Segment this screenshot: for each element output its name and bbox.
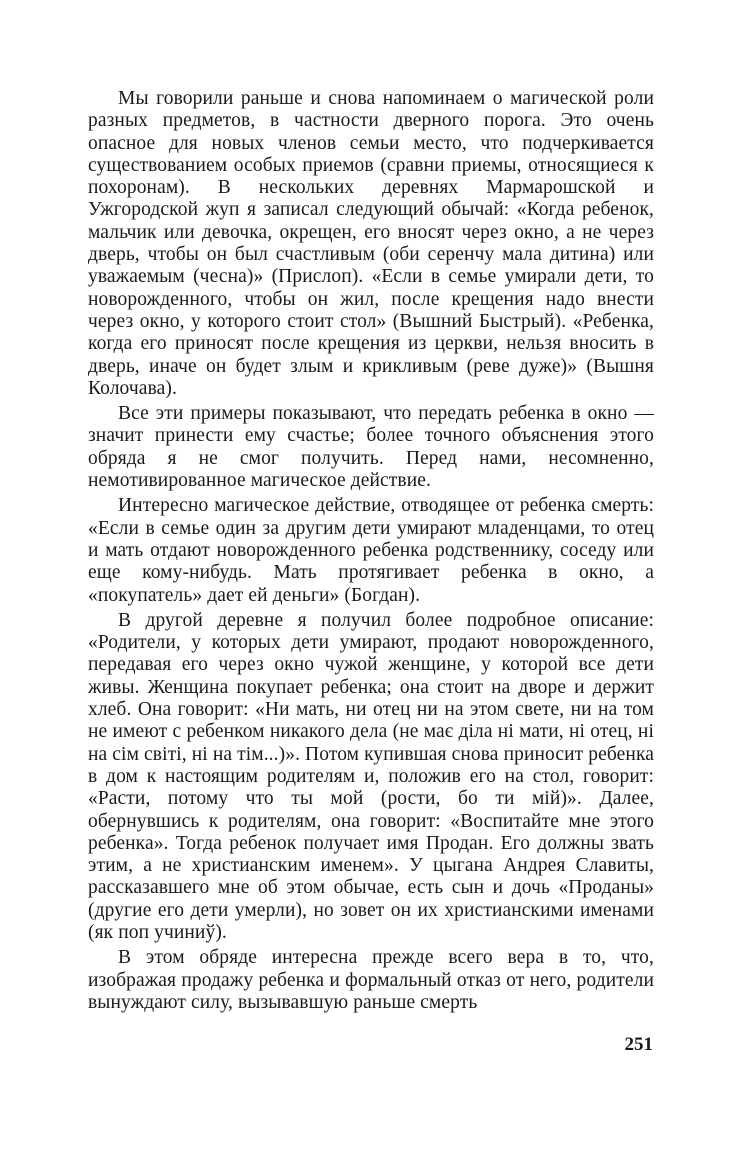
paragraph-1: Мы говорили раньше и снова напоминаем о магической роли разных предметов, в частности дверного порога. Это очень опасное для новых членов семьи место, что подчеркивается существованием особых приемов (сравни приемы, относящиеся к похоронам). В нескольких деревнях Мармарошской и Ужгородской жуп я записал следующий обычай: «Когда ребенок, мальчик или девочка, окрещен, его вносят через окно, а не через дверь, чтобы он был счастливым (оби серенчу мала дитина) или уважаемым (чесна)» (Прислоп). «Если в семье умирали дети, то новорожденного, чтобы он жил, после крещения надо внести через окно, у которого стоит стол» (Вышний Быстрый). «Ребенка, когда его приносят после крещения из церкви, нельзя вносить в дверь, иначе он будет злым и крикливым (реве дуже)» (Вышня Колочава). — [88, 88, 654, 399]
page-number: 251 — [624, 1034, 653, 1055]
paragraph-4: В другой деревне я получил более подробное описание: «Родители, у которых дети умирают, продают новорожденного, передавая его через окно чужой женщине, у которой все дети живы. Женщина покупает ребенка; она стоит на дворе и держит хлеб. Она говорит: «Ни мать, ни отец ни на этом свете, ни на том не имеют с ребенком никакого дела (не має діла ні мати, ні отец, ні на сім світі, ні на тім...)». Потом купившая снова приносит ребенка в дом к настоящим родителям и, положив его на стол, говорит: «Расти, потому что ты мой (рости, бо ти мій)». Далее, обернувшись к родителям, она говорит: «Воспитайте мне этого ребенка». Тогда ребенок получает имя Продан. Его должны звать этим, а не христианским именем». У цыгана Андрея Славиты, рассказавшего мне об этом обычае, есть сын и дочь «Проданы» (другие его дети умерли), но зовет он их христианскими именами (як поп учиниў). — [88, 609, 654, 943]
paragraph-5: В этом обряде интересна прежде всего вера в то, что, изображая продажу ребенка и формальный отказ от него, родители вынуждают силу, вызывавшую раньше смерть — [88, 947, 654, 1013]
paragraph-2: Все эти примеры показывают, что передать ребенка в окно — значит принести ему счастье; более точного объяснения этого обряда я не смог получить. Перед нами, несомненно, немотивированное магическое действие. — [88, 403, 654, 492]
page-body — [88, 88, 654, 1014]
paragraph-3: Интересно магическое действие, отводящее от ребенка смерть: «Если в семье один за другим дети умирают младенцами, то отец и мать отдают новорожденного ребенка родственнику, соседу или еще кому-нибудь. Мать протягивает ребенка в окно, а «покупатель» дает ей деньги» (Богдан). — [88, 495, 654, 606]
